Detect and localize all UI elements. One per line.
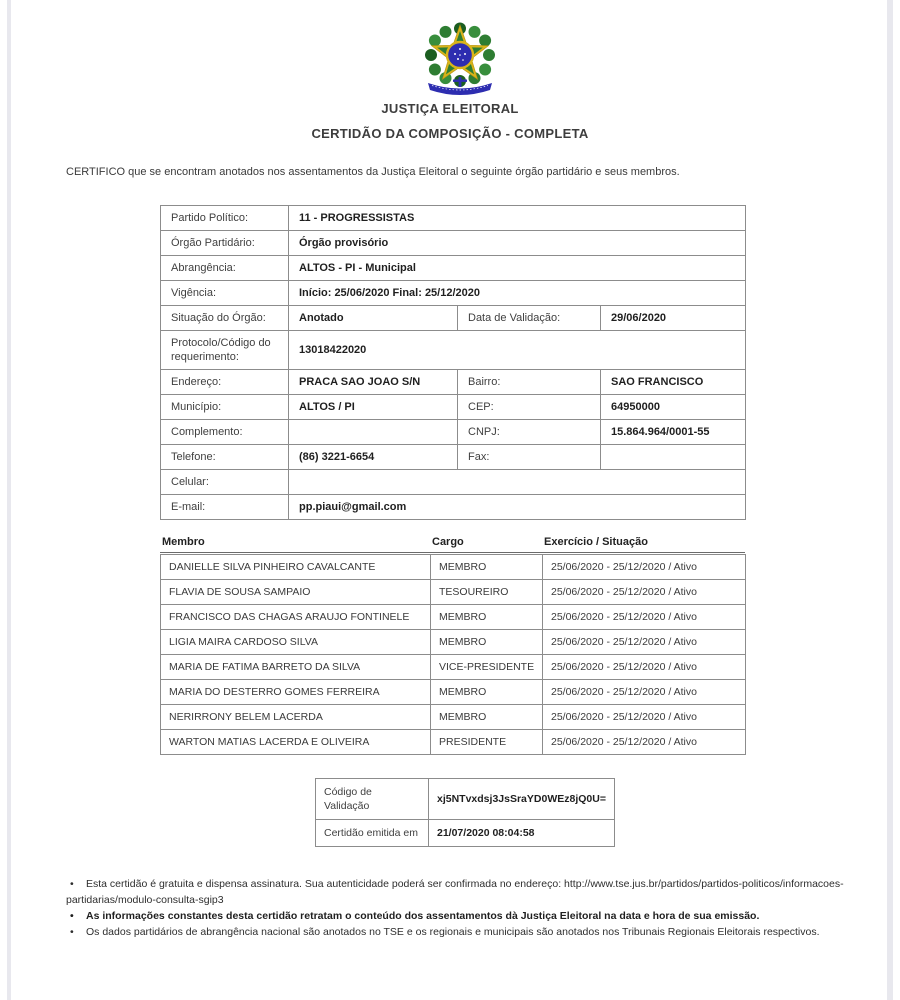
info-value-cell: Anotado [289, 306, 458, 331]
bullet-icon: • [70, 926, 74, 938]
member-term-cell: 25/06/2020 - 25/12/2020 / Ativo [543, 555, 746, 580]
member-term-cell: 25/06/2020 - 25/12/2020 / Ativo [543, 630, 746, 655]
members-section [160, 536, 745, 755]
info-value-cell [601, 445, 746, 470]
info-value-cell: ALTOS / PI [289, 395, 458, 420]
member-role-cell: MEMBRO [431, 680, 543, 705]
info-label-cell: Protocolo/Código do requerimento: [161, 331, 289, 370]
member-term-cell: 25/06/2020 - 25/12/2020 / Ativo [543, 705, 746, 730]
member-role-cell: MEMBRO [431, 555, 543, 580]
members-column-header: Membro [162, 536, 205, 548]
member-name-cell: LIGIA MAIRA CARDOSO SILVA [161, 630, 431, 655]
info-value-cell: Início: 25/06/2020 Final: 25/12/2020 [289, 281, 746, 306]
info-row [161, 231, 746, 256]
validation-value-cell: 21/07/2020 08:04:58 [429, 820, 615, 847]
members-header-row [160, 536, 745, 553]
info-value-cell [289, 470, 746, 495]
member-name-cell: FLAVIA DE SOUSA SAMPAIO [161, 580, 431, 605]
member-row [161, 580, 746, 605]
info-value-cell: (86) 3221-6654 [289, 445, 458, 470]
info-label-cell: Bairro: [458, 370, 601, 395]
member-row [161, 680, 746, 705]
member-role-cell: MEMBRO [431, 705, 543, 730]
info-row [161, 206, 746, 231]
member-name-cell: DANIELLE SILVA PINHEIRO CAVALCANTE [161, 555, 431, 580]
info-value-cell: PRACA SAO JOAO S/N [289, 370, 458, 395]
member-term-cell: 25/06/2020 - 25/12/2020 / Ativo [543, 580, 746, 605]
party-info-table [160, 205, 746, 520]
info-value-cell: pp.piaui@gmail.com [289, 495, 746, 520]
info-label-cell: Fax: [458, 445, 601, 470]
info-row [161, 281, 746, 306]
member-name-cell: MARIA DE FATIMA BARRETO DA SILVA [161, 655, 431, 680]
member-name-cell: FRANCISCO DAS CHAGAS ARAUJO FONTINELE [161, 605, 431, 630]
org-title: JUSTIÇA ELEITORAL [381, 101, 519, 116]
info-label-cell: Município: [161, 395, 289, 420]
info-label-cell: Endereço: [161, 370, 289, 395]
members-column-header: Cargo [432, 536, 464, 548]
footer-note: • As informações constantes desta certidão retratam o conteúdo dos assentamentos dà Justiça Eleitoral na data e hora de sua emissão. [66, 908, 866, 924]
footer-note: • Os dados partidários de abrangência nacional são anotados no TSE e os regionais e municipais são anotados nos Tribunais Regionais Eleitorais respectivos. [66, 924, 866, 940]
info-label-cell: CEP: [458, 395, 601, 420]
info-label-cell: Órgão Partidário: [161, 231, 289, 256]
member-name-cell: NERIRRONY BELEM LACERDA [161, 705, 431, 730]
certify-statement: CERTIFICO que se encontram anotados nos assentamentos da Justiça Eleitoral o seguinte órgão partidário e seus membros. [66, 166, 680, 178]
info-label-cell: Complemento: [161, 420, 289, 445]
info-label-cell: Partido Político: [161, 206, 289, 231]
info-label-cell: Abrangência: [161, 256, 289, 281]
info-value-cell: 11 - PROGRESSISTAS [289, 206, 746, 231]
info-row [161, 331, 746, 370]
member-row [161, 555, 746, 580]
info-row [161, 420, 746, 445]
members-column-header: Exercício / Situação [544, 536, 648, 548]
document-title: CERTIDÃO DA COMPOSIÇÃO - COMPLETA [311, 126, 589, 141]
member-row [161, 655, 746, 680]
member-role-cell: VICE-PRESIDENTE [431, 655, 543, 680]
page-edge-right [887, 0, 893, 1000]
info-row [161, 445, 746, 470]
info-row [161, 395, 746, 420]
member-term-cell: 25/06/2020 - 25/12/2020 / Ativo [543, 605, 746, 630]
footer-notes [66, 876, 866, 940]
member-role-cell: TESOUREIRO [431, 580, 543, 605]
page-edge-left [7, 0, 11, 1000]
info-label-cell: Vigência: [161, 281, 289, 306]
member-role-cell: PRESIDENTE [431, 730, 543, 755]
info-value-cell: SAO FRANCISCO [601, 370, 746, 395]
member-term-cell: 25/06/2020 - 25/12/2020 / Ativo [543, 680, 746, 705]
info-value-cell: 29/06/2020 [601, 306, 746, 331]
info-row [161, 495, 746, 520]
info-value-cell: 15.864.964/0001-55 [601, 420, 746, 445]
info-value-cell: 64950000 [601, 395, 746, 420]
info-value-cell [289, 420, 458, 445]
member-name-cell: WARTON MATIAS LACERDA E OLIVEIRA [161, 730, 431, 755]
info-label-cell: Celular: [161, 470, 289, 495]
member-name-cell: MARIA DO DESTERRO GOMES FERREIRA [161, 680, 431, 705]
info-value-cell: Órgão provisório [289, 231, 746, 256]
member-row [161, 705, 746, 730]
info-label-cell: Data de Validação: [458, 306, 601, 331]
member-row [161, 630, 746, 655]
validation-row [316, 779, 615, 820]
member-row [161, 605, 746, 630]
info-label-cell: E-mail: [161, 495, 289, 520]
members-table [160, 554, 746, 755]
info-value-cell: ALTOS - PI - Municipal [289, 256, 746, 281]
validation-row [316, 820, 615, 847]
bullet-icon: • [70, 910, 74, 922]
member-term-cell: 25/06/2020 - 25/12/2020 / Ativo [543, 730, 746, 755]
member-row [161, 730, 746, 755]
info-row [161, 370, 746, 395]
member-role-cell: MEMBRO [431, 630, 543, 655]
member-role-cell: MEMBRO [431, 605, 543, 630]
footer-note: • Esta certidão é gratuita e dispensa assinatura. Sua autenticidade poderá ser confirmada no endereço: http://www.tse.jus.br/partidos/partidos-politicos/informacoes-partidarias/modulo-consulta-sgip3 [66, 878, 844, 906]
info-label-cell: Telefone: [161, 445, 289, 470]
info-row [161, 306, 746, 331]
validation-label-cell: Certidão emitida em [316, 820, 429, 847]
validation-table [315, 778, 615, 847]
info-label-cell: CNPJ: [458, 420, 601, 445]
info-label-cell: Situação do Órgão: [161, 306, 289, 331]
info-row [161, 256, 746, 281]
validation-label-cell: Código de Validação [316, 779, 429, 820]
bullet-icon: • [70, 878, 74, 890]
info-value-cell: 13018422020 [289, 331, 746, 370]
member-term-cell: 25/06/2020 - 25/12/2020 / Ativo [543, 655, 746, 680]
brazil-coat-of-arms-icon [412, 22, 508, 102]
validation-value-cell: xj5NTvxdsj3JsSraYD0WEz8jQ0U= [429, 779, 615, 820]
info-row [161, 470, 746, 495]
